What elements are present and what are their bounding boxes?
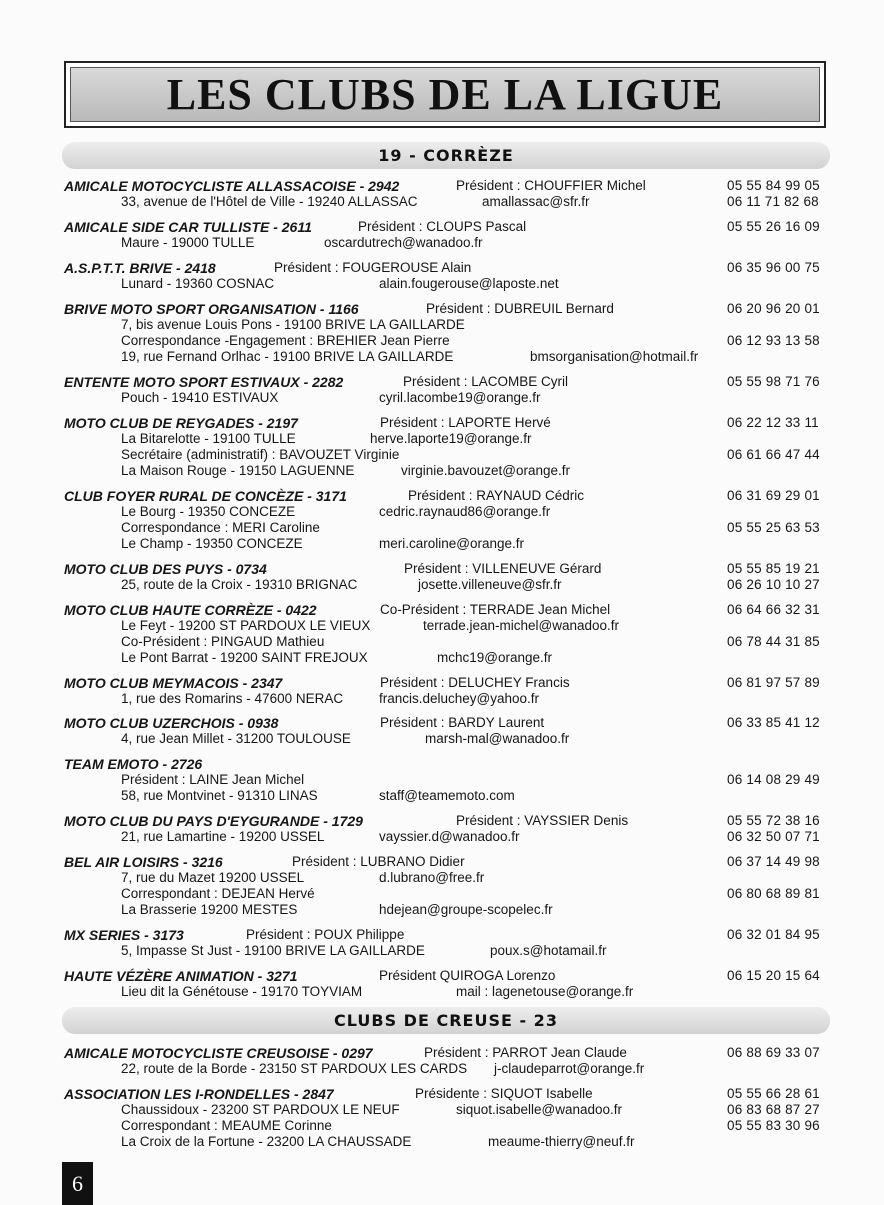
club-email: oscardutrech@wanadoo.fr xyxy=(324,235,483,250)
club-name: ENTENTE MOTO SPORT ESTIVAUX - 2282 xyxy=(64,374,344,390)
club-contact-email: meri.caroline@orange.fr xyxy=(379,536,525,551)
club-email: siquot.isabelle@wanadoo.fr xyxy=(456,1102,623,1117)
club-president: Président : BARDY Laurent xyxy=(380,715,545,730)
club-email: staff@teamemoto.com xyxy=(379,788,515,803)
club-president: Président : DUBREUIL Bernard xyxy=(426,301,614,316)
section-header-creuse: CLUBS DE CREUSE - 23 xyxy=(62,1007,830,1034)
club-contact: Co-Président : PINGAUD Mathieu xyxy=(121,634,325,649)
club-phone: 06 32 50 07 71 xyxy=(727,829,820,844)
club-name: MOTO CLUB UZERCHOIS - 0938 xyxy=(64,715,279,731)
club-address: Lieu dit la Génétouse - 19170 TOYVIAM xyxy=(121,984,363,999)
club-president: Président : PARROT Jean Claude xyxy=(424,1045,627,1060)
title-box xyxy=(64,61,826,128)
club-contact-email: meaume-thierry@neuf.fr xyxy=(488,1134,635,1149)
club-phone: 06 14 08 29 49 xyxy=(727,772,820,787)
club-phone: 06 81 97 57 89 xyxy=(727,675,820,690)
club-phone: 06 31 69 29 01 xyxy=(727,488,820,503)
club-email: d.lubrano@free.fr xyxy=(379,870,485,885)
club-president: Président : LACOMBE Cyril xyxy=(403,374,569,389)
club-address: 4, rue Jean Millet - 31200 TOULOUSE xyxy=(121,731,351,746)
club-phone: 05 55 83 30 96 xyxy=(727,1118,820,1133)
section-header-correze: 19 - CORRÈZE xyxy=(62,142,830,169)
club-president: Président : VILLENEUVE Gérard xyxy=(404,561,602,576)
club-phone: 06 83 68 87 27 xyxy=(727,1102,820,1117)
club-president: Présidente : SIQUOT Isabelle xyxy=(415,1086,593,1101)
club-name: TEAM EMOTO - 2726 xyxy=(64,756,203,772)
club-president: Président : LAPORTE Hervé xyxy=(380,415,551,430)
club-name: A.S.P.T.T. BRIVE - 2418 xyxy=(64,260,216,276)
club-phone: 05 55 26 16 09 xyxy=(727,219,820,234)
club-contact: Correspondance -Engagement : BREHIER Jean Pierre xyxy=(121,333,450,348)
club-address: 58, rue Montvinet - 91310 LINAS xyxy=(121,788,318,803)
page-title: LES CLUBS DE LA LIGUE xyxy=(70,67,820,122)
club-address: 7, bis avenue Louis Pons - 19100 BRIVE LA GAILLARDE xyxy=(121,317,465,332)
club-address: Le Bourg - 19350 CONCEZE xyxy=(121,504,296,519)
club-name: MOTO CLUB HAUTE CORRÈZE - 0422 xyxy=(64,602,317,618)
club-address: 25, route de la Croix - 19310 BRIGNAC xyxy=(121,577,358,592)
club-president: Président : RAYNAUD Cédric xyxy=(408,488,585,503)
club-name: AMICALE MOTOCYCLISTE CREUSOISE - 0297 xyxy=(64,1045,373,1061)
club-president: Président : CHOUFFIER Michel xyxy=(456,178,646,193)
club-phone: 06 32 01 84 95 xyxy=(727,927,820,942)
club-phone: 05 55 98 71 76 xyxy=(727,374,820,389)
club-phone: 06 22 12 33 11 xyxy=(727,415,819,430)
club-address: Pouch - 19410 ESTIVAUX xyxy=(121,390,279,405)
club-address: Maure - 19000 TULLE xyxy=(121,235,255,250)
club-email: francis.deluchey@yahoo.fr xyxy=(379,691,540,706)
club-phone: 06 64 66 32 31 xyxy=(727,602,820,617)
club-contact: Secrétaire (administratif) : BAVOUZET Virginie xyxy=(121,447,400,462)
club-phone: 06 12 93 13 58 xyxy=(727,333,820,348)
club-president: Président : LAINE Jean Michel xyxy=(121,772,305,787)
club-contact-address: Le Pont Barrat - 19200 SAINT FREJOUX xyxy=(121,650,368,665)
club-name: MOTO CLUB MEYMACOIS - 2347 xyxy=(64,675,283,691)
club-email: cyril.lacombe19@orange.fr xyxy=(379,390,541,405)
club-phone: 06 33 85 41 12 xyxy=(727,715,820,730)
club-name: MOTO CLUB DE REYGADES - 2197 xyxy=(64,415,298,431)
club-president: Président : DELUCHEY Francis xyxy=(380,675,570,690)
club-email: amallassac@sfr.fr xyxy=(482,194,590,209)
club-address: Chaussidoux - 23200 ST PARDOUX LE NEUF xyxy=(121,1102,400,1117)
club-contact: Correspondant : DEJEAN Hervé xyxy=(121,886,315,901)
club-email: marsh-mal@wanadoo.fr xyxy=(425,731,570,746)
club-email: mail : lagenetouse@orange.fr xyxy=(456,984,634,999)
club-address: Lunard - 19360 COSNAC xyxy=(121,276,275,291)
club-president: Président : FOUGEROUSE Alain xyxy=(274,260,472,275)
club-email: terrade.jean-michel@wanadoo.fr xyxy=(423,618,620,633)
club-contact: Correspondant : MEAUME Corinne xyxy=(121,1118,332,1133)
club-address: 33, avenue de l'Hôtel de Ville - 19240 ALLASSAC xyxy=(121,194,418,209)
club-phone: 06 78 44 31 85 xyxy=(727,634,820,649)
club-contact-email: hdejean@groupe-scopelec.fr xyxy=(379,902,553,917)
club-president: Co-Président : TERRADE Jean Michel xyxy=(380,602,611,617)
club-contact-email: virginie.bavouzet@orange.fr xyxy=(401,463,571,478)
club-email: poux.s@hotamail.fr xyxy=(490,943,607,958)
club-name: MOTO CLUB DES PUYS - 0734 xyxy=(64,561,267,577)
club-address: 21, rue Lamartine - 19200 USSEL xyxy=(121,829,325,844)
club-address: La Bitarelotte - 19100 TULLE xyxy=(121,431,296,446)
club-phone: 05 55 85 19 21 xyxy=(727,561,820,576)
club-phone: 06 20 96 20 01 xyxy=(727,301,820,316)
club-president: Président : VAYSSIER Denis xyxy=(456,813,629,828)
club-name: MX SERIES - 3173 xyxy=(64,927,184,943)
club-phone: 06 15 20 15 64 xyxy=(727,968,820,983)
club-contact-email: bmsorganisation@hotmail.fr xyxy=(530,349,699,364)
club-contact-address: La Croix de la Fortune - 23200 LA CHAUSSADE xyxy=(121,1134,412,1149)
club-email: vayssier.d@wanadoo.fr xyxy=(379,829,520,844)
club-address: Le Feyt - 19200 ST PARDOUX LE VIEUX xyxy=(121,618,371,633)
club-phone: 06 80 68 89 81 xyxy=(727,886,820,901)
club-president: Président QUIROGA Lorenzo xyxy=(379,968,556,983)
club-phone: 05 55 84 99 05 xyxy=(727,178,820,193)
club-name: HAUTE VÉZÈRE ANIMATION - 3271 xyxy=(64,968,298,984)
club-address: 22, route de la Borde - 23150 ST PARDOUX LES CARDS xyxy=(121,1061,468,1076)
club-president: Président : CLOUPS Pascal xyxy=(358,219,527,234)
club-phone: 06 26 10 10 27 xyxy=(727,577,820,592)
club-email: alain.fougerouse@laposte.net xyxy=(379,276,559,291)
club-name: MOTO CLUB DU PAYS D'EYGURANDE - 1729 xyxy=(64,813,363,829)
club-phone: 06 11 71 82 68 xyxy=(727,194,819,209)
club-name: ASSOCIATION LES I-RONDELLES - 2847 xyxy=(64,1086,334,1102)
club-email: josette.villeneuve@sfr.fr xyxy=(418,577,562,592)
club-address: 7, rue du Mazet 19200 USSEL xyxy=(121,870,305,885)
club-phone: 05 55 25 63 53 xyxy=(727,520,820,535)
page-number: 6 xyxy=(62,1162,93,1205)
club-phone: 05 55 66 28 61 xyxy=(727,1086,820,1101)
club-email: cedric.raynaud86@orange.fr xyxy=(379,504,551,519)
club-contact-email: mchc19@orange.fr xyxy=(437,650,553,665)
club-contact-address: La Brasserie 19200 MESTES xyxy=(121,902,298,917)
club-name: CLUB FOYER RURAL DE CONCÈZE - 3171 xyxy=(64,488,347,504)
club-phone: 06 61 66 47 44 xyxy=(727,447,820,462)
club-contact-address: Le Champ - 19350 CONCEZE xyxy=(121,536,303,551)
club-contact-address: 19, rue Fernand Orlhac - 19100 BRIVE LA GAILLARDE xyxy=(121,349,454,364)
club-contact: Correspondance : MERI Caroline xyxy=(121,520,320,535)
club-address: 1, rue des Romarins - 47600 NERAC xyxy=(121,691,344,706)
club-phone: 06 35 96 00 75 xyxy=(727,260,820,275)
club-phone: 06 88 69 33 07 xyxy=(727,1045,820,1060)
club-president: Président : LUBRANO Didier xyxy=(292,854,465,869)
club-name: BRIVE MOTO SPORT ORGANISATION - 1166 xyxy=(64,301,359,317)
club-email: j-claudeparrot@orange.fr xyxy=(494,1061,645,1076)
club-name: AMICALE MOTOCYCLISTE ALLASSACOISE - 2942 xyxy=(64,178,400,194)
club-address: 5, Impasse St Just - 19100 BRIVE LA GAILLARDE xyxy=(121,943,425,958)
club-president: Président : POUX Philippe xyxy=(246,927,405,942)
club-phone: 06 37 14 49 98 xyxy=(727,854,820,869)
club-email: herve.laporte19@orange.fr xyxy=(370,431,532,446)
club-phone: 05 55 72 38 16 xyxy=(727,813,820,828)
club-name: BEL AIR LOISIRS - 3216 xyxy=(64,854,223,870)
club-contact-address: La Maison Rouge - 19150 LAGUENNE xyxy=(121,463,355,478)
club-name: AMICALE SIDE CAR TULLISTE - 2611 xyxy=(64,219,312,235)
